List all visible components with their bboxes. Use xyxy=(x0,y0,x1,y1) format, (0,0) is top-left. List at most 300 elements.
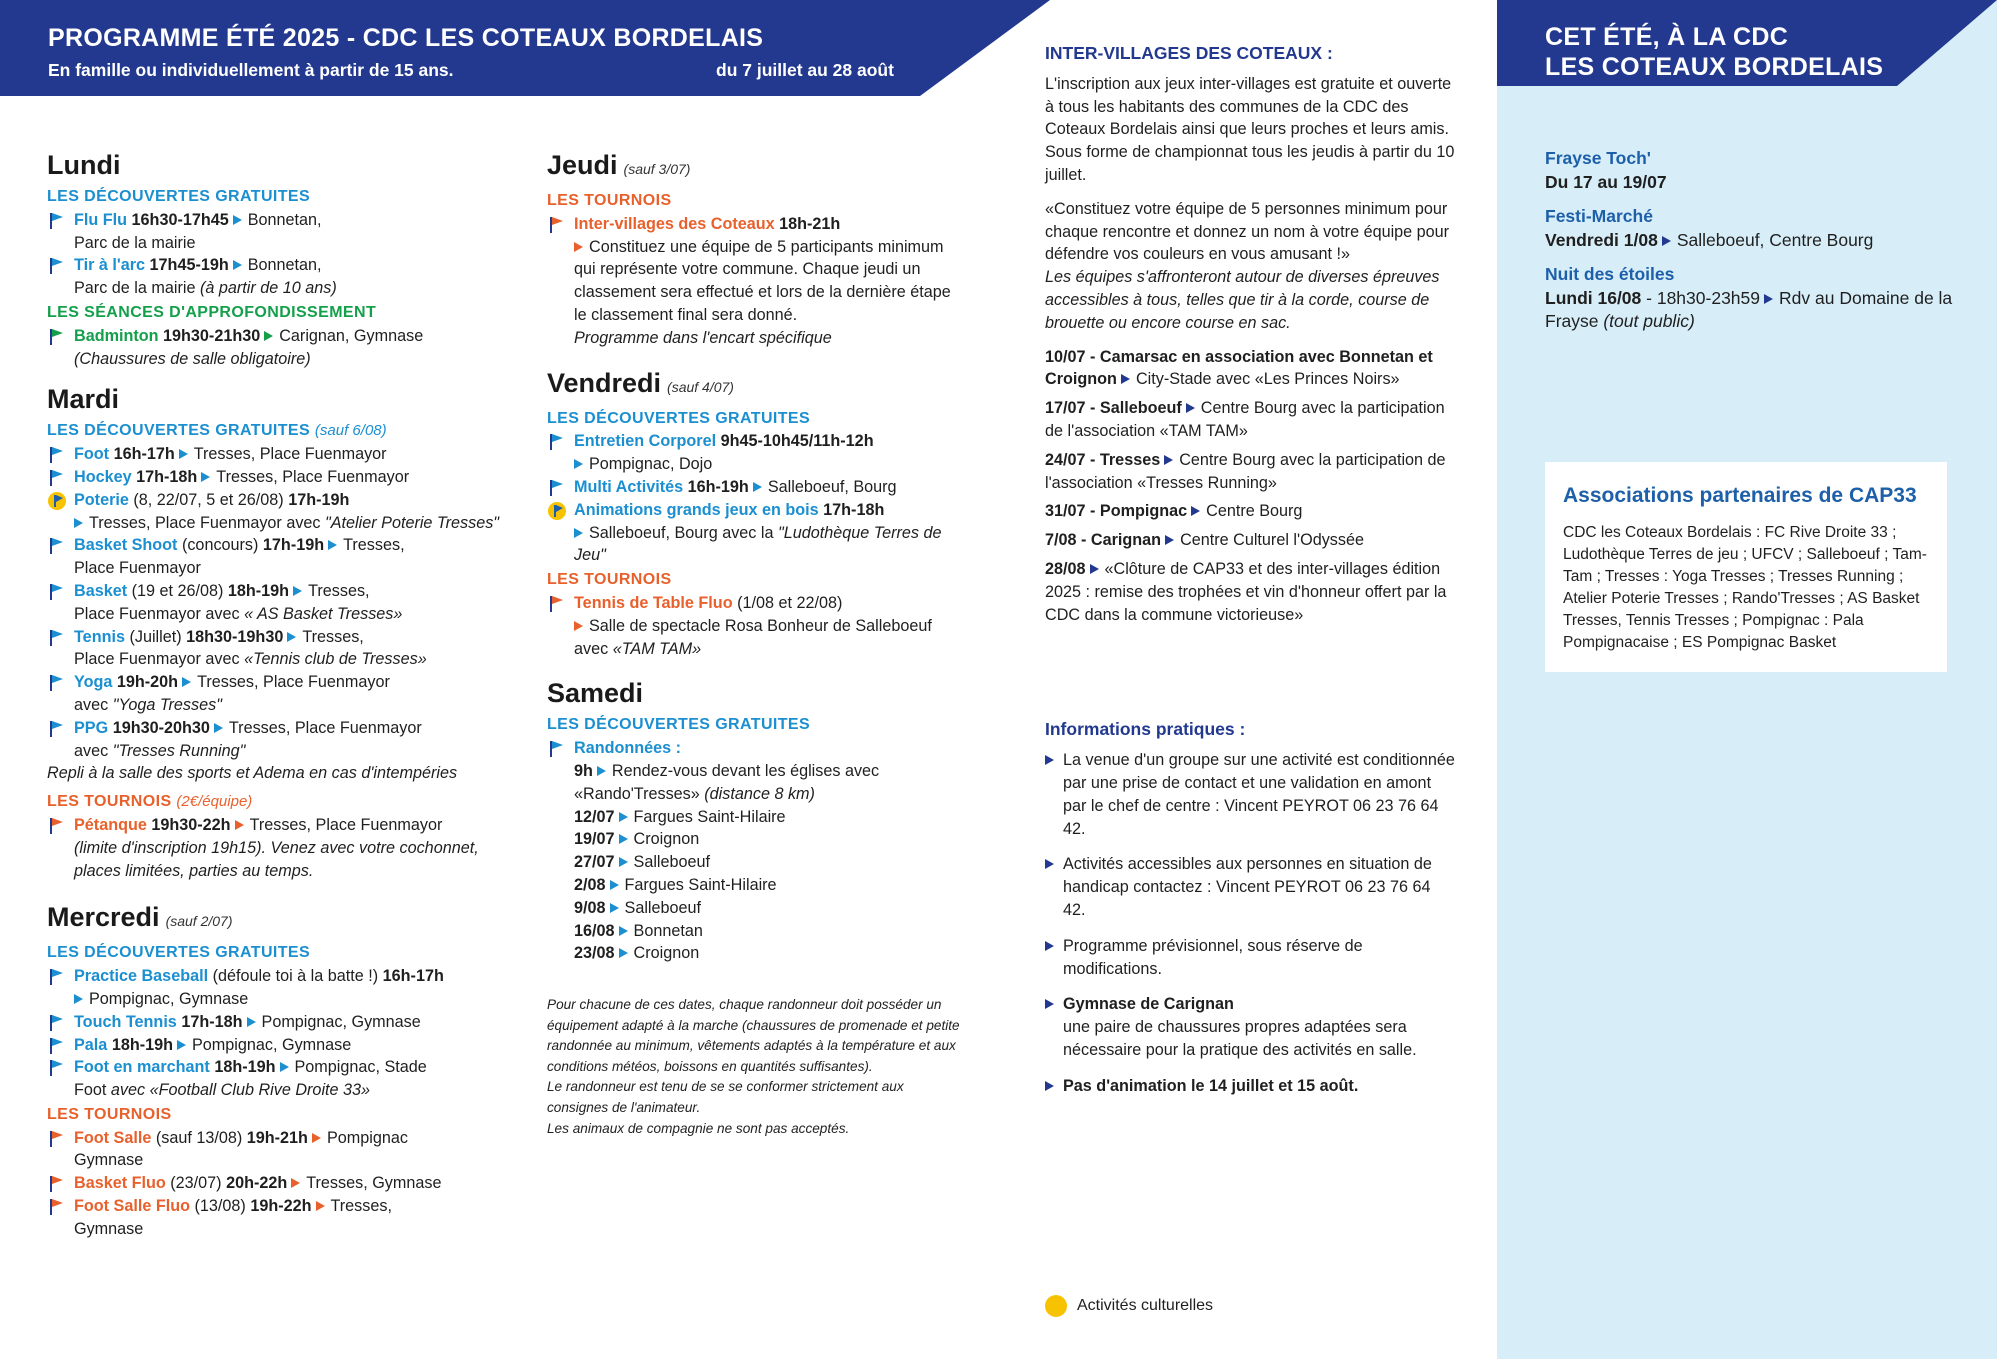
activity-entry xyxy=(47,489,507,535)
category-label: LES DÉCOUVERTES GRATUITES xyxy=(47,422,311,440)
footnote-text: Les animaux de compagnie ne sont pas acceptés. xyxy=(547,1120,850,1136)
activity-note: (à partir de 10 ans) xyxy=(199,279,337,298)
arrow-icon xyxy=(610,880,619,890)
activity-entry xyxy=(47,626,507,672)
activity-time: 20h-22h xyxy=(226,1174,288,1193)
page-subtitle: En famille ou individuellement à partir de 15 ans. xyxy=(48,60,454,80)
orange-flag-icon xyxy=(50,1131,64,1147)
activity-place: Pompignac, Gymnase xyxy=(192,1035,352,1054)
event-item xyxy=(1545,263,1965,334)
arrow-icon xyxy=(619,948,628,958)
hike-place: Salleboeuf xyxy=(624,898,702,917)
activity-dates: (Juillet) xyxy=(129,627,182,646)
category-title: LES DÉCOUVERTES GRATUITES xyxy=(47,188,311,205)
hike-item xyxy=(574,942,967,965)
event-date: Vendredi 1/08 xyxy=(1545,229,1658,250)
activity-entry xyxy=(47,1172,507,1195)
hike-place: Bonnetan xyxy=(633,921,703,940)
activity-name: Basket Fluo xyxy=(74,1174,166,1193)
activity-description: Constituez une équipe de 5 participants minimum qui représente votre commune. Chaque jeudi un classement sera effectué et lors de la dernière étape le classement final sera donné. xyxy=(574,237,951,324)
day-label: Jeudi xyxy=(547,150,618,180)
header-banner xyxy=(0,0,1050,96)
activity-extra: (concours) xyxy=(181,536,259,555)
blue-flag-icon xyxy=(50,258,64,274)
calendar-date: 28/08 xyxy=(1045,559,1086,578)
activity-entry xyxy=(547,213,967,350)
category-note: (2€/équipe) xyxy=(176,793,253,811)
blue-flag-icon xyxy=(550,480,564,496)
activity-dates: (1/08 et 22/08) xyxy=(737,593,843,612)
activity-dates: (13/08) xyxy=(194,1197,246,1216)
activity-name: Poterie xyxy=(74,490,129,509)
info-text: Programme prévisionnel, sous réserve de modifications. xyxy=(1063,936,1363,978)
arrow-icon xyxy=(574,528,583,538)
activity-entry xyxy=(47,1034,507,1057)
activity-note: Programme dans l'encart spécifique xyxy=(574,328,832,347)
blue-flag-icon xyxy=(50,584,64,600)
activity-time: 19h30-20h30 xyxy=(112,718,210,737)
info-text: Pas d'animation le 14 juillet et 15 août. xyxy=(1063,1076,1359,1095)
hike-place: Croignon xyxy=(633,830,700,849)
orange-flag-icon xyxy=(550,217,564,233)
activity-place: Tresses, Place Fuenmayor xyxy=(228,718,422,737)
arrow-icon xyxy=(1045,941,1054,951)
activity-dates: (19 et 26/08) xyxy=(131,581,224,600)
inter-villages-text: L'inscription aux jeux inter-villages est gratuite et ouverte à tous les habitants des communes de la CDC des Coteaux Bordelais ainsi que leurs proches et leurs amis. Sous forme de championnat tous les jeudis à partir du 10 juillet. xyxy=(1045,74,1455,184)
arrow-icon xyxy=(1165,535,1174,545)
activity-time: 18h-21h xyxy=(779,214,841,233)
event-item xyxy=(1545,205,1965,252)
arrow-icon xyxy=(235,820,244,830)
day-title-mardi: Mardi xyxy=(47,384,120,415)
arrow-icon xyxy=(1186,403,1195,413)
event-list xyxy=(1545,147,1965,345)
activity-place: Pompignac xyxy=(326,1128,408,1147)
info-item xyxy=(1045,1075,1455,1098)
activity-time: 18h-19h xyxy=(111,1035,173,1054)
activity-time: 18h30-19h30 xyxy=(186,627,284,646)
activity-time: 19h-21h xyxy=(246,1128,308,1147)
blue-flag-icon xyxy=(50,447,64,463)
hike-place: Croignon xyxy=(633,944,700,963)
calendar-date: 17/07 - Salleboeuf xyxy=(1045,399,1182,418)
activity-time: 17h-18h xyxy=(181,1012,243,1031)
category-title xyxy=(47,791,507,814)
info-text: une paire de chaussures propres adaptées sera nécessaire pour la pratique des activités en salle. xyxy=(1063,1018,1417,1059)
event-place: Salleboeuf, Centre Bourg xyxy=(1676,229,1874,250)
activity-entry xyxy=(47,466,507,489)
calendar-date: 7/08 - Carignan xyxy=(1045,531,1162,550)
category-title xyxy=(47,420,507,443)
activity-entry xyxy=(47,254,507,300)
activity-place: Parc de la mairie xyxy=(74,279,196,298)
hike-date: 27/07 xyxy=(574,853,615,872)
hike-date: 9/08 xyxy=(574,898,606,917)
activity-name: Basket xyxy=(74,581,128,600)
blue-flag-icon xyxy=(50,470,64,486)
calendar-item xyxy=(1045,558,1455,626)
activity-place: Salleboeuf, Bourg xyxy=(767,477,897,496)
activity-place: Tresses, xyxy=(330,1197,392,1216)
activity-partner: «TAM TAM» xyxy=(612,639,702,658)
activity-name: Foot Salle xyxy=(74,1128,152,1147)
activity-entry xyxy=(47,580,507,626)
info-item xyxy=(1045,993,1455,1061)
activity-name: Animations grands jeux en bois xyxy=(574,500,819,519)
day-title-lundi: Lundi xyxy=(47,150,121,180)
calendar-item xyxy=(1045,500,1455,523)
arrow-icon xyxy=(619,926,628,936)
activity-partner: "Tresses Running" xyxy=(112,741,246,760)
activity-partner: "Yoga Tresses" xyxy=(112,695,222,714)
hike-time: 9h xyxy=(574,761,593,780)
activity-entry xyxy=(547,499,967,567)
activity-entry xyxy=(47,443,507,466)
inter-villages-quote: «Constituez votre équipe de 5 personnes minimum pour chaque rencontre et donnez un nom à votre équipe pour défendre vos couleurs en vous amusant !» xyxy=(1045,199,1450,264)
activity-name: Foot Salle Fluo xyxy=(74,1197,191,1216)
partners-text: CDC les Coteaux Bordelais : FC Rive Droite 33 ; Ludothèque Terres de jeu ; UFCV ; Salleboeuf ; Tam-Tam ; Tresses : Yoga Tresses ; Tresses Running ; Atelier Poterie Tresses ; Rando'Tresses ; AS Basket Tresses, Tennis Tresses ; Pompignac : Pala Pompignacaise ; ES Pompignac Basket xyxy=(1563,524,1927,651)
inter-villages-events: Les équipes s'affronteront autour de diverses épreuves accessibles à tous, telles que tir à la corde, course de brouette ou encore course en sac. xyxy=(1045,268,1440,332)
activity-place: Tresses, xyxy=(343,536,405,555)
arrow-icon xyxy=(574,621,583,631)
activity-name: PPG xyxy=(74,718,109,737)
day-note: (sauf 2/07) xyxy=(165,913,233,930)
day-label: Mercredi xyxy=(47,902,160,933)
activity-name: Randonnées : xyxy=(574,739,682,758)
activity-name: Basket Shoot xyxy=(74,536,178,555)
activity-place: Tresses, Gymnase xyxy=(306,1174,442,1193)
activity-place: Pompignac, Gymnase xyxy=(261,1012,421,1031)
event-date: Du 17 au 19/07 xyxy=(1545,171,1667,192)
panel-title-line: LES COTEAUX BORDELAIS xyxy=(1545,53,1884,81)
activity-time: 19h-20h xyxy=(116,673,179,692)
blue-flag-icon xyxy=(50,1038,64,1054)
activity-name: Tir à l'arc xyxy=(74,256,146,275)
hike-partner: «Rando'Tresses» xyxy=(574,784,700,803)
arrow-icon xyxy=(610,903,619,913)
info-text: La venue d'un groupe sur une activité est conditionnée par une prise de contact et une validation en amont par le chef de centre : Vincent PEYROT 06 23 76 64 42. xyxy=(1063,751,1455,838)
calendar-item xyxy=(1045,449,1455,495)
activity-entry xyxy=(547,737,967,760)
activity-time: 16h30-17h45 xyxy=(131,210,229,229)
column-middle xyxy=(547,148,967,1139)
activity-note: (Chaussures de salle obligatoire) xyxy=(74,349,311,368)
activity-name: Foot xyxy=(74,445,110,464)
hike-footnote xyxy=(547,995,967,1139)
calendar-item xyxy=(1045,346,1455,392)
calendar-place: «Clôture de CAP33 et des inter-villages édition 2025 : remise des trophées et vin d'honneur offert par la CDC dans la commune victorieuse» xyxy=(1045,559,1447,624)
hike-place: Fargues Saint-Hilaire xyxy=(624,875,777,894)
culture-flag-icon xyxy=(48,492,66,510)
arrow-icon xyxy=(280,1062,289,1072)
orange-flag-icon xyxy=(50,1199,64,1215)
activity-extra: (défoule toi à la batte !) xyxy=(212,967,379,986)
activity-entry xyxy=(47,965,507,1011)
blue-flag-icon xyxy=(50,630,64,646)
category-title: LES TOURNOIS xyxy=(47,1105,172,1123)
activity-place: Gymnase xyxy=(74,1219,144,1238)
practical-info-title: Informations pratiques : xyxy=(1045,719,1246,740)
activity-time: 17h-19h xyxy=(262,536,325,555)
arrow-icon xyxy=(1045,999,1054,1009)
arrow-icon xyxy=(1164,455,1173,465)
hike-item xyxy=(574,806,967,829)
calendar-date: 24/07 - Tresses xyxy=(1045,450,1161,469)
arrow-icon xyxy=(316,1201,325,1211)
legend xyxy=(1045,1295,1213,1317)
activity-place: Tresses, Place Fuenmayor xyxy=(249,815,443,834)
activity-time: 18h-19h xyxy=(227,581,290,600)
activity-name: Foot en marchant xyxy=(74,1058,210,1077)
activity-place: Tresses, xyxy=(308,581,370,600)
activity-time: 9h45-10h45/11h-12h xyxy=(720,432,874,451)
calendar-item xyxy=(1045,529,1455,552)
activity-entry xyxy=(47,325,507,371)
arrow-icon xyxy=(264,331,273,341)
inter-villages-title: INTER-VILLAGES DES COTEAUX : xyxy=(1045,43,1333,63)
info-item xyxy=(1045,935,1455,981)
event-item xyxy=(1545,147,1965,194)
footnote-text: Pour chacune de ces dates, chaque randonneur doit posséder un équipement adapté à la marche (chaussures de promenade et petite randonnée au minimum, vêtements adaptés à la température et aux conditions météos, boissons en quantités suffisantes). xyxy=(547,997,960,1074)
arrow-icon xyxy=(1764,294,1773,304)
arrow-icon xyxy=(201,472,210,482)
arrow-icon xyxy=(312,1133,321,1143)
column-left xyxy=(47,148,507,1241)
day-label: Vendredi xyxy=(547,367,662,398)
hike-item xyxy=(574,920,967,943)
arrow-icon xyxy=(328,540,337,550)
arrow-icon xyxy=(597,766,606,776)
day-title-vendredi xyxy=(547,366,967,404)
arrow-icon xyxy=(287,632,296,642)
activity-place: Salleboeuf, Bourg avec la xyxy=(589,523,774,542)
activity-note: (limite d'inscription 19h15). Venez avec votre cochonnet, places limitées, parties au temps. xyxy=(74,838,479,880)
activity-name: Flu Flu xyxy=(74,210,128,229)
activity-entry xyxy=(47,1056,507,1102)
column-right xyxy=(1045,42,1455,1110)
arrow-icon xyxy=(182,677,191,687)
day-note: (sauf 4/07) xyxy=(667,378,734,395)
page-title: PROGRAMME ÉTÉ 2025 - CDC LES COTEAUX BORDELAIS xyxy=(48,24,764,52)
day-title-mercredi xyxy=(47,900,507,938)
hike-place: Salleboeuf xyxy=(633,853,711,872)
activity-time: 18h-19h xyxy=(214,1058,276,1077)
activity-entry xyxy=(47,717,507,763)
category-label: LES TOURNOIS xyxy=(47,793,172,811)
event-title: Nuit des étoiles xyxy=(1545,264,1675,284)
blue-flag-icon xyxy=(50,721,64,737)
activity-place: avec xyxy=(74,741,109,760)
day-title-jeudi xyxy=(547,148,967,186)
activity-entry xyxy=(47,1127,507,1173)
hike-note: (distance 8 km) xyxy=(704,784,815,803)
activity-partner: "Atelier Poterie Tresses" xyxy=(325,513,500,532)
event-time: - 18h30-23h59 xyxy=(1646,287,1761,308)
culture-dot-icon xyxy=(1045,1295,1067,1317)
hike-date: 2/08 xyxy=(574,875,606,894)
event-note: (tout public) xyxy=(1603,311,1695,331)
activity-time: 16h-19h xyxy=(687,477,749,496)
activity-partner: « AS Basket Tresses» xyxy=(244,604,403,623)
activity-place: Tresses, Place Fuenmayor xyxy=(197,673,390,692)
hike-item xyxy=(574,897,967,920)
activity-dates: (8, 22/07, 5 et 26/08) xyxy=(133,490,284,509)
activity-name: Inter-villages des Coteaux xyxy=(574,214,775,233)
activity-place: avec xyxy=(574,639,609,658)
activity-entry xyxy=(47,1195,507,1241)
calendar-place: Centre Bourg xyxy=(1206,502,1303,521)
hike-item xyxy=(574,851,967,874)
activity-time: 19h-22h xyxy=(250,1197,312,1216)
event-place: Rdv au Domaine de la Frayse xyxy=(1545,287,1953,331)
green-flag-icon xyxy=(50,329,64,345)
arrow-icon xyxy=(179,449,188,459)
activity-name: Practice Baseball xyxy=(74,967,209,986)
hike-place: Rendez-vous devant les églises avec xyxy=(611,761,880,780)
activity-place: Bonnetan, xyxy=(247,210,322,229)
activity-time: 19h30-21h30 xyxy=(163,326,261,345)
category-title: LES TOURNOIS xyxy=(547,192,672,209)
orange-flag-icon xyxy=(550,596,564,612)
orange-flag-icon xyxy=(50,818,64,834)
activity-place: Pompignac, Stade xyxy=(294,1058,427,1077)
event-title: Frayse Toch' xyxy=(1545,148,1651,168)
arrow-icon xyxy=(1045,755,1054,765)
activity-place: Tresses, Place Fuenmayor xyxy=(216,467,410,486)
activity-time: 16h-17h xyxy=(113,445,175,464)
activity-time: 19h30-22h xyxy=(151,815,231,834)
arrow-icon xyxy=(1045,859,1054,869)
activity-entry xyxy=(547,476,967,499)
arrow-icon xyxy=(74,994,83,1004)
event-title: Festi-Marché xyxy=(1545,206,1653,226)
calendar-place: Centre Bourg avec la participation de l'association «TAM TAM» xyxy=(1045,399,1445,440)
blue-flag-icon xyxy=(50,675,64,691)
activity-name: Entretien Corporel xyxy=(574,432,717,451)
hike-date: 16/08 xyxy=(574,921,615,940)
calendar-place: City-Stade avec «Les Princes Noirs» xyxy=(1135,370,1400,389)
hike-place: Fargues Saint-Hilaire xyxy=(633,807,786,826)
activity-time: 17h-18h xyxy=(823,500,885,519)
activity-entry xyxy=(47,209,507,255)
arrow-icon xyxy=(619,857,628,867)
arrow-icon xyxy=(1121,374,1130,384)
arrow-icon xyxy=(177,1040,186,1050)
activity-name: Pétanque xyxy=(74,815,147,834)
activity-entry xyxy=(47,814,507,882)
hike-list xyxy=(547,760,967,965)
category-title: LES TOURNOIS xyxy=(547,571,672,589)
arrow-icon xyxy=(1662,236,1671,246)
activity-name: Badminton xyxy=(74,326,159,345)
arrow-icon xyxy=(574,459,583,469)
calendar-date: 10/07 - Camarsac en association avec Bonnetan et Croignon xyxy=(1045,347,1433,389)
arrow-icon xyxy=(1090,564,1099,574)
activity-time: 17h-18h xyxy=(136,467,198,486)
arrow-icon xyxy=(214,723,223,733)
blue-flag-icon xyxy=(50,213,64,229)
activity-place: Parc de la mairie xyxy=(74,233,196,252)
activity-name: Multi Activités xyxy=(574,477,684,496)
activity-name: Touch Tennis xyxy=(74,1012,177,1031)
hike-date: 23/08 xyxy=(574,944,615,963)
activity-entry xyxy=(547,430,967,476)
arrow-icon xyxy=(753,482,762,492)
info-text: Activités accessibles aux personnes en situation de handicap contactez : Vincent PEYROT 06 23 76 64 42. xyxy=(1063,855,1432,919)
hike-date: 19/07 xyxy=(574,830,615,849)
activity-partner: avec «Football Club Rive Droite 33» xyxy=(110,1081,371,1100)
orange-flag-icon xyxy=(50,1176,64,1192)
activity-place: Place Fuenmayor avec xyxy=(74,650,240,669)
category-note: (sauf 6/08) xyxy=(314,422,387,440)
hike-item xyxy=(574,760,967,806)
activity-dates: (23/07) xyxy=(170,1174,222,1193)
activity-entry xyxy=(47,534,507,580)
activity-place: Place Fuenmayor avec xyxy=(74,604,240,623)
calendar-item xyxy=(1045,397,1455,443)
category-title: LES DÉCOUVERTES GRATUITES xyxy=(547,716,811,734)
category-title: LES SÉANCES D'APPROFONDISSEMENT xyxy=(47,303,377,321)
blue-flag-icon xyxy=(50,1060,64,1076)
weather-note: Repli à la salle des sports et Adema en cas d'intempéries xyxy=(47,764,458,783)
activity-place: Tresses, Place Fuenmayor xyxy=(193,445,387,464)
category-title: LES DÉCOUVERTES GRATUITES xyxy=(547,409,811,427)
event-date: Lundi 16/08 xyxy=(1545,287,1642,308)
blue-flag-icon xyxy=(50,969,64,985)
arrow-icon xyxy=(247,1017,256,1027)
activity-time: 17h45-19h xyxy=(149,256,229,275)
blue-flag-icon xyxy=(550,434,564,450)
arrow-icon xyxy=(233,260,242,270)
day-note: (sauf 3/07) xyxy=(623,161,691,177)
activity-name: Hockey xyxy=(74,467,132,486)
info-item xyxy=(1045,749,1455,840)
activity-dates: (sauf 13/08) xyxy=(155,1128,243,1147)
activity-place: Gymnase xyxy=(74,1151,144,1170)
activity-place: Pompignac, Gymnase xyxy=(89,989,249,1008)
legend-label: Activités culturelles xyxy=(1077,1297,1214,1314)
activity-place: Tresses, xyxy=(302,627,364,646)
activity-entry xyxy=(547,592,967,660)
arrow-icon xyxy=(1191,506,1200,516)
blue-flag-icon xyxy=(550,741,564,757)
activity-place: Bonnetan, xyxy=(247,256,322,275)
activity-name: Tennis xyxy=(74,627,125,646)
arrow-icon xyxy=(233,215,242,225)
activity-place: Tresses, Place Fuenmayor avec xyxy=(89,513,321,532)
culture-flag-icon xyxy=(548,502,566,520)
blue-flag-icon xyxy=(50,538,64,554)
activity-name: Pala xyxy=(74,1035,108,1054)
hike-item xyxy=(574,828,967,851)
arrow-icon xyxy=(1045,1081,1054,1091)
arrow-icon xyxy=(291,1178,300,1188)
calendar-place: Centre Culturel l'Odyssée xyxy=(1180,531,1364,550)
calendar-date: 31/07 - Pompignac xyxy=(1045,502,1188,521)
footnote-text: Le randonneur est tenu de se se conformer strictement aux consignes de l'animateur. xyxy=(547,1079,904,1116)
blue-flag-icon xyxy=(50,1015,64,1031)
activity-place: Carignan, Gymnase xyxy=(279,326,424,345)
activity-name: Yoga xyxy=(74,673,113,692)
partners-box xyxy=(1545,462,1947,672)
activity-place: Place Fuenmayor xyxy=(74,559,201,578)
arrow-icon xyxy=(74,518,83,528)
activity-entry xyxy=(47,1011,507,1034)
activity-entry xyxy=(47,671,507,717)
arrow-icon xyxy=(574,242,583,252)
activity-place: Foot xyxy=(74,1081,107,1100)
arrow-icon xyxy=(619,834,628,844)
